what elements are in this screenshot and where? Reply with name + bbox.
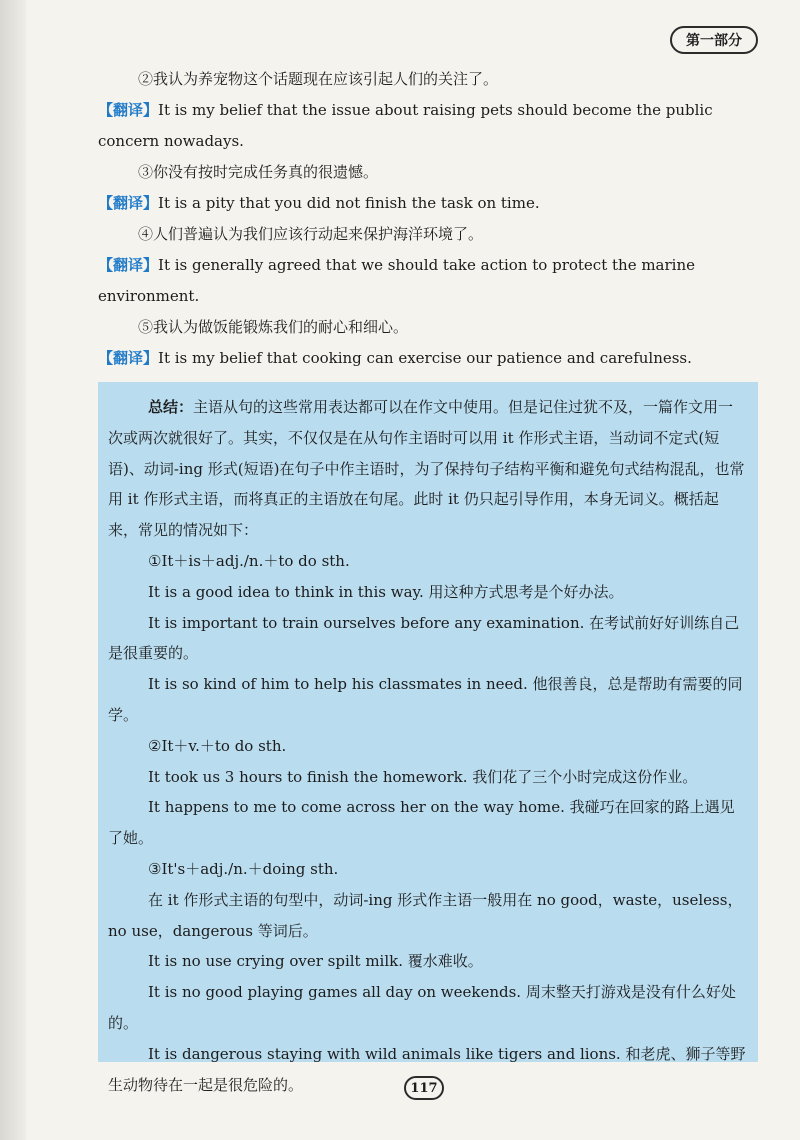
exercise-2-translation <box>98 95 754 157</box>
summary-lead: 总结： <box>148 398 194 416</box>
translation-label: 【翻译】 <box>98 101 159 119</box>
exercise-5-chinese: ⑤我认为做饭能锻炼我们的耐心和细心。 <box>138 318 409 336</box>
exercise-5-translation <box>98 343 754 374</box>
page-binding-edge <box>0 0 26 1140</box>
section-tab: 第一部分 <box>670 26 758 54</box>
example-6: It is no use crying over spilt milk. 覆水难收。 <box>148 952 483 971</box>
page-number: 117 <box>404 1076 444 1100</box>
translation-label: 【翻译】 <box>98 256 159 274</box>
pattern-2: ②It＋v.＋to do sth. <box>148 736 287 755</box>
exercise-3-translation <box>98 188 754 219</box>
exercise-4-english: It is generally agreed that we should take action to protect the marine environment. <box>98 256 696 305</box>
exercise-5-english: It is my belief that cooking can exercise our patience and carefulness. <box>158 349 692 367</box>
exercise-4-chinese: ④人们普遍认为我们应该行动起来保护海洋环境了。 <box>138 225 484 243</box>
example-3: It is so kind of him to help his classmates in need. 他很善良，总是帮助有需要的同学。 <box>108 675 743 724</box>
pattern-1: ①It＋is＋adj./n.＋to do sth. <box>148 551 350 570</box>
example-7: It is no good playing games all day on weekends. 周末整天打游戏是没有什么好处的。 <box>108 983 736 1032</box>
translation-label: 【翻译】 <box>98 349 159 367</box>
example-5: It happens to me to come across her on the way home. 我碰巧在回家的路上遇见了她。 <box>108 798 735 848</box>
example-2: It is important to train ourselves before any examination. 在考试前好好训练自己是很重要的。 <box>108 613 740 663</box>
pattern-3: ③It's＋adj./n.＋doing sth. <box>148 859 339 878</box>
example-1: It is a good idea to think in this way. 用这种方式思考是个好办法。 <box>148 582 624 601</box>
exercise-3-chinese: ③你没有按时完成任务真的很遗憾。 <box>138 163 379 181</box>
translation-exercises <box>98 64 754 374</box>
exercise-3-english: It is a pity that you did not finish the task on time. <box>158 194 540 212</box>
example-4: It took us 3 hours to finish the homework. 我们花了三个小时完成这份作业。 <box>148 767 698 786</box>
example-8: It is dangerous staying with wild animals like tigers and lions. 和老虎、狮子等野生动物待在一起是很危险的。 <box>108 1044 746 1094</box>
pattern-3-note: 在 it 作形式主语的句型中，动词-ing 形式作主语一般用在 no good，waste，useless，no use，dangerous 等词后。 <box>108 890 743 940</box>
translation-label: 【翻译】 <box>98 194 159 212</box>
summary-intro-text: 主语从句的这些常用表达都可以在作文中使用。但是记住过犹不及，一篇作文用一次或两次就很好了。其实，不仅仅是在从句作主语时可以用 it 作形式主语，当动词不定式(短语)、动词-ing 形式(短语)在句子中作主语时，为了保持句子结构平衡和避免句式结构混乱，也常用 it 作形式主语，而将真正的主语放在句尾。此时 it 仍只起引导作用，本身无词义。概括起来，常见的情况如下： <box>108 398 745 540</box>
summary-intro <box>108 392 748 546</box>
exercise-2-chinese: ②我认为养宠物这个话题现在应该引起人们的关注了。 <box>138 70 499 88</box>
exercise-2-english: It is my belief that the issue about raising pets should become the public concern nowadays. <box>98 101 713 150</box>
exercise-4-translation <box>98 250 754 312</box>
